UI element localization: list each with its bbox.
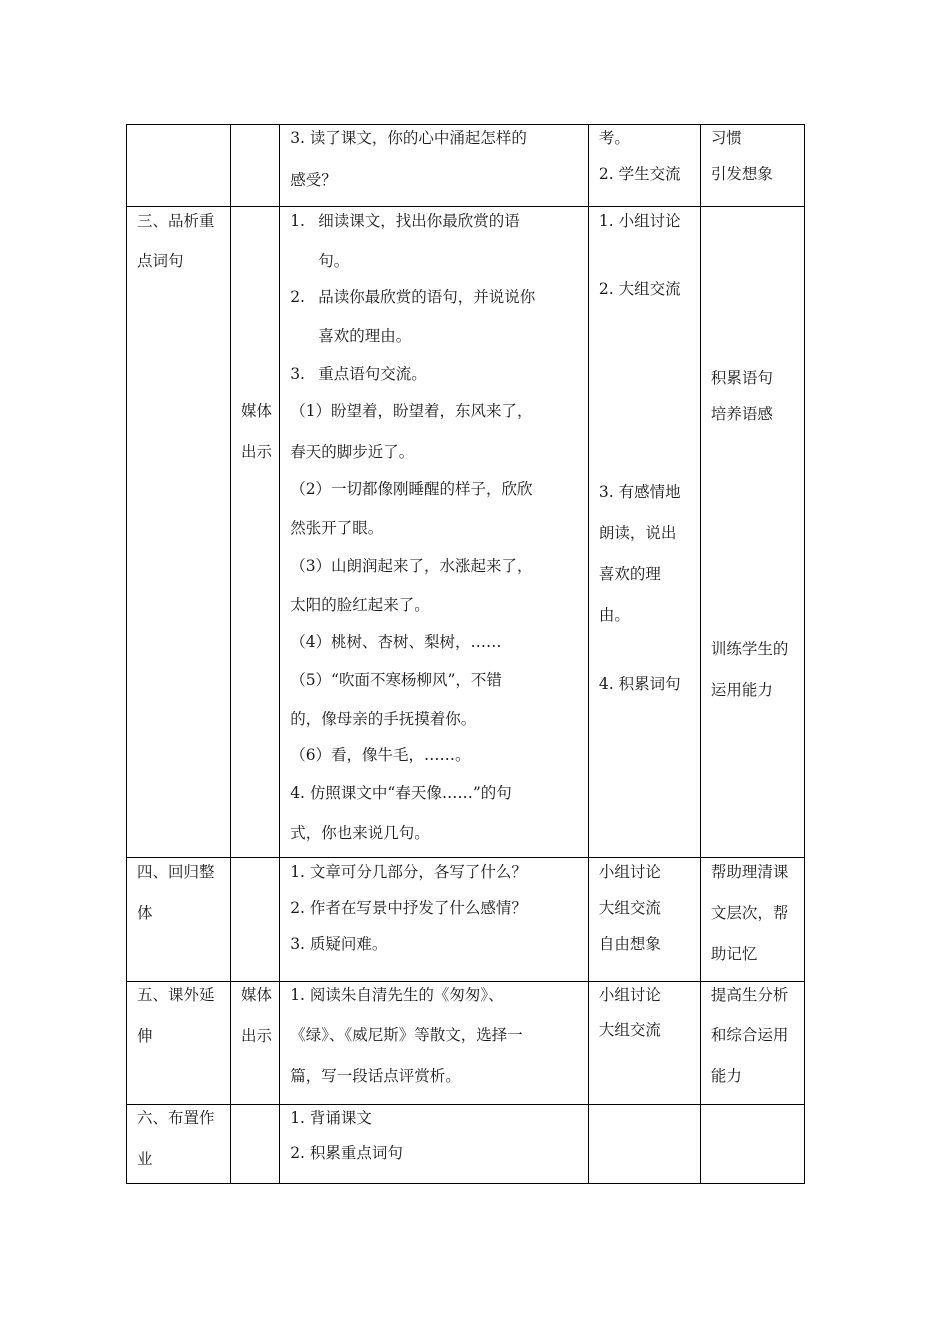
activity-cell	[588, 982, 700, 1105]
stage-line: 体	[137, 904, 153, 922]
purpose-line: 运用能力	[710, 681, 773, 699]
activity-cell	[588, 1105, 700, 1184]
table-row	[127, 125, 805, 207]
activity-line: 2. 大组交流	[598, 280, 681, 298]
activity-line: 喜欢的理	[598, 565, 661, 583]
content-line: （5）“吹面不寒杨柳风”，不错	[290, 671, 502, 689]
activity-line: 朗读，说出	[598, 524, 677, 542]
content-line: 2. 作者在写景中抒发了什么感情？	[290, 899, 527, 917]
stage-line: 三、品析重	[137, 212, 215, 230]
media-line: 媒体	[241, 986, 273, 1004]
purpose-line: 和综合运用	[710, 1026, 789, 1044]
stage-line: 点词句	[137, 252, 184, 270]
content-line: 句。	[318, 252, 350, 270]
activity-line: 考。	[598, 129, 630, 147]
purpose-cell	[700, 125, 804, 207]
media-cell	[231, 125, 280, 207]
purpose-line: 培养语感	[710, 405, 773, 423]
content-line: 3. 读了课文，你的心中涌起怎样的	[290, 129, 527, 147]
purpose-line: 帮助理清课	[710, 863, 789, 881]
content-line: 感受？	[290, 171, 337, 189]
activity-line: 自由想象	[598, 935, 661, 953]
content-line: （1）盼望着，盼望着，东风来了，	[290, 402, 533, 420]
content-line: 春天的脚步近了。	[290, 443, 415, 461]
content-line: 篇，写一段话点评赏析。	[290, 1067, 461, 1085]
purpose-line: 助记忆	[710, 945, 758, 963]
purpose-cell	[700, 1105, 804, 1184]
purpose-line: 引发想象	[710, 165, 773, 183]
purpose-line: 习惯	[710, 129, 742, 147]
activity-line: 大组交流	[598, 1021, 661, 1039]
activity-line: 1. 小组讨论	[598, 212, 681, 230]
content-line: 然张开了眼。	[290, 519, 384, 537]
activity-line: 由。	[598, 606, 630, 624]
activity-line: 大组交流	[598, 899, 661, 917]
activity-line: 小组讨论	[598, 863, 661, 881]
content-line: 1. 背诵课文	[290, 1109, 372, 1127]
activity-line: 小组讨论	[598, 986, 661, 1004]
content-line: 的，像母亲的手抚摸着你。	[290, 710, 477, 728]
purpose-line: 提高生分析	[710, 986, 789, 1004]
media-cell	[231, 858, 280, 982]
stage-line: 六、布置作	[137, 1109, 215, 1127]
activity-line: 3. 有感情地	[598, 483, 681, 501]
stage-line: 业	[137, 1150, 153, 1168]
table-row	[127, 207, 805, 858]
stage-line: 伸	[137, 1027, 153, 1045]
content-line: 1. 细读课文，找出你最欣赏的语	[290, 212, 520, 230]
content-line: （6）看，像牛毛，……。	[290, 746, 471, 764]
content-line: 4. 仿照课文中“春天像……”的句	[290, 784, 512, 802]
content-line: 太阳的脸红起来了。	[290, 596, 430, 614]
content-line: （4）桃树、杏树、梨树，……	[290, 633, 502, 651]
content-cell	[280, 125, 589, 207]
content-line: 2. 积累重点词句	[290, 1144, 403, 1162]
purpose-cell	[700, 207, 804, 858]
content-line: 《绿》、《威尼斯》等散文，选择一	[290, 1026, 523, 1044]
content-line: （2）一切都像刚睡醒的样子，欣欣	[290, 480, 533, 498]
media-cell	[231, 982, 280, 1105]
table-row	[127, 1105, 805, 1184]
purpose-line: 训练学生的	[710, 640, 789, 658]
activity-line: 4. 积累词句	[598, 675, 681, 693]
content-line: 1. 阅读朱自清先生的《匆匆》、	[290, 986, 504, 1004]
purpose-line: 文层次，帮	[710, 904, 789, 922]
stage-line: 五、课外延	[137, 986, 215, 1004]
content-line: 3. 重点语句交流。	[290, 365, 427, 383]
media-line: 出示	[241, 443, 273, 461]
media-cell	[231, 1105, 280, 1184]
stage-cell	[127, 858, 231, 982]
activity-cell	[588, 207, 700, 858]
lesson-plan-table	[126, 124, 805, 1184]
stage-cell	[127, 1105, 231, 1184]
content-line: 2. 品读你最欣赏的语句，并说说你	[290, 288, 536, 306]
purpose-cell	[700, 982, 804, 1105]
content-line: （3）山朗润起来了，水涨起来了，	[290, 557, 533, 575]
purpose-line: 积累语句	[710, 369, 773, 387]
activity-line: 2. 学生交流	[598, 165, 681, 183]
purpose-cell	[700, 858, 804, 982]
stage-line: 四、回归整	[137, 863, 215, 881]
content-cell	[280, 858, 589, 982]
table-row	[127, 982, 805, 1105]
stage-cell	[127, 982, 231, 1105]
activity-cell	[588, 858, 700, 982]
content-line: 喜欢的理由。	[318, 327, 412, 345]
purpose-line: 能力	[710, 1067, 742, 1085]
media-line: 出示	[241, 1027, 273, 1045]
content-line: 1. 文章可分几部分，各写了什么？	[290, 863, 527, 881]
media-line: 媒体	[241, 402, 273, 420]
content-line: 3. 质疑问难。	[290, 935, 388, 953]
content-cell	[280, 1105, 589, 1184]
media-cell	[231, 207, 280, 858]
content-cell	[280, 982, 589, 1105]
content-cell	[280, 207, 589, 858]
stage-cell	[127, 207, 231, 858]
activity-cell	[588, 125, 700, 207]
stage-cell	[127, 125, 231, 207]
content-line: 式，你也来说几句。	[290, 824, 430, 842]
table-row	[127, 858, 805, 982]
